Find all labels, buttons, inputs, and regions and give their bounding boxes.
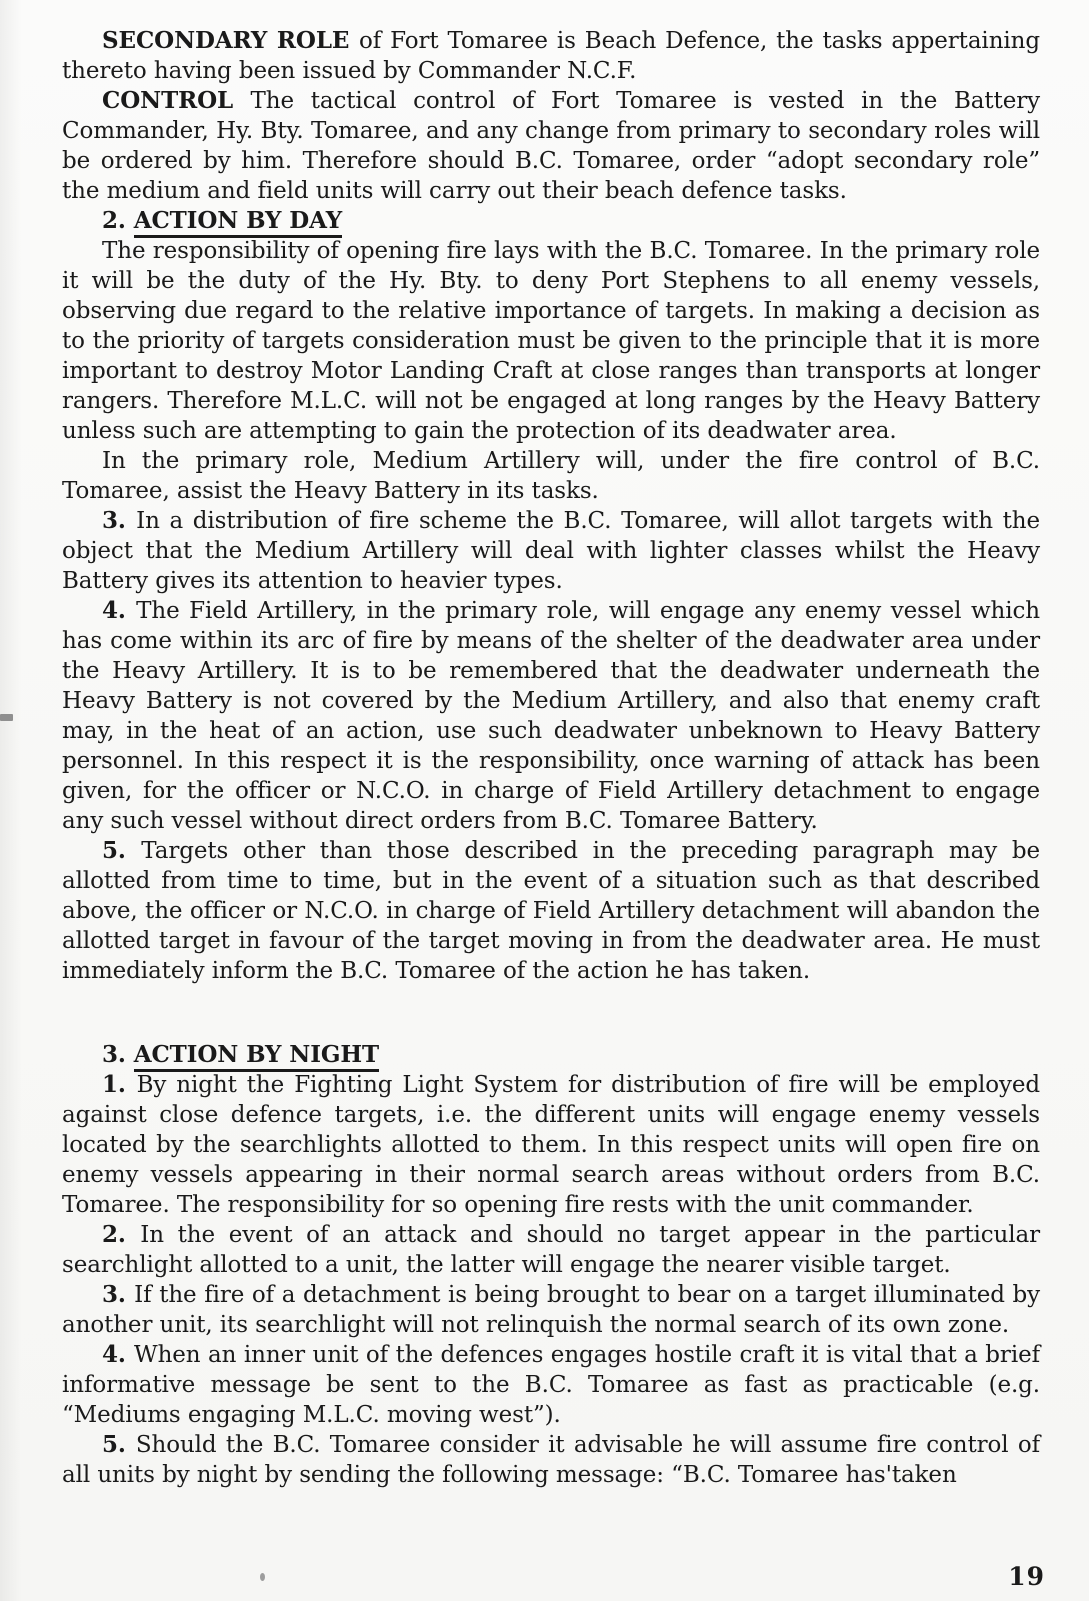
page-number: 19 (1008, 1562, 1045, 1591)
scan-artifact-dash (0, 714, 13, 721)
text-column (62, 26, 1040, 1490)
paragraph: The responsibility of opening fire lays with the B.C. Tomaree. In the primary role it will be the duty of the Hy. Bty. to deny Port Stephens to all enemy vessels, observing due regard to the relative importance of targets. In making a decision as to the priority of targets consideration must be given to the principle that it is more important to destroy Motor Landing Craft at close ranges than transports at longer rangers. Therefore M.L.C. will not be engaged at long ranges by the Heavy Battery unless such are attempting to gain the protection of its deadwater area. (62, 238, 1040, 444)
paragraph-number: 5. (102, 1431, 136, 1458)
paragraph: 3. In a distribution of fire scheme the B.C. Tomaree, will allot targets with the object that the Medium Artillery will deal with lighter classes whilst the Heavy Battery gives its attention to heavier types. (62, 507, 1041, 594)
paragraph-number: 1. (102, 1071, 137, 1098)
paragraph: 1. By night the Fighting Light System for distribution of fire will be employed against close defence targets, i.e. the different units will engage enemy vessels located by the searchlights allotted to them. In this respect units will open fire on enemy vessels appearing in their normal search areas without orders from B.C. Tomaree. The responsibility for so opening fire rests with the unit commander. (62, 1071, 1041, 1218)
heading-title: ACTION BY DAY (134, 207, 342, 238)
scan-artifact-speck (260, 1573, 265, 1581)
paragraph: 5. Targets other than those described in the preceding paragraph may be allotted from time to time, but in the event of a situation such as that described above, the officer or N.C.O. in charge of Field Artillery detachment will abandon the allotted target in favour of the target moving in from the deadwater area. He must immediately inform the B.C. Tomaree of the action he has taken. (62, 837, 1040, 984)
paragraph-number: 4. (102, 1341, 135, 1368)
paragraph: 2. In the event of an attack and should no target appear in the particular searchlight allotted to a unit, the latter will engage the nearer visible target. (62, 1221, 1040, 1278)
paragraph-lead: CONTROL (102, 87, 251, 114)
heading-title: ACTION BY NIGHT (134, 1041, 379, 1072)
heading-number: 3. (102, 1041, 134, 1068)
paragraph-number: 3. (102, 1281, 135, 1308)
paragraph-number: 2. (102, 1221, 141, 1248)
paragraph-number: 5. (102, 837, 142, 864)
section-heading (62, 206, 1040, 236)
paragraph: 4. When an inner unit of the defences engages hostile craft it is vital that a brief informative message be sent to the B.C. Tomaree as fast as practicable (e.g. “Mediums engaging M.L.C. moving west”). (62, 1341, 1040, 1428)
paragraph: 4. The Field Artillery, in the primary role, will engage any enemy vessel which has come within its arc of fire by means of the shelter of the deadwater area under the Heavy Artillery. It is to be remembered that the deadwater underneath the Heavy Battery is not covered by the Medium Artillery, and also that enemy craft may, in the heat of an action, use such deadwater unbeknown to Heavy Battery personnel. In this respect it is the responsibility, once warning of attack has been given, for the officer or N.C.O. in charge of Field Artillery detachment to engage any such vessel without direct orders from B.C. Tomaree Battery. (62, 597, 1040, 834)
scan-edge-shading (0, 0, 22, 1601)
paragraph-lead: SECONDARY ROLE (102, 27, 359, 54)
heading-number: 2. (102, 207, 134, 234)
paragraph-number: 4. (102, 597, 137, 624)
paragraph: CONTROL The tactical control of Fort Tomaree is vested in the Battery Commander, Hy. Bty. Tomaree, and any change from primary to secondary roles will be ordered by him. Therefore should B.C. Tomaree, order “adopt secondary role” the medium and field units will carry out their beach defence tasks. (62, 87, 1040, 204)
paragraph: 3. If the fire of a detachment is being brought to bear on a target illuminated by another unit, its searchlight will not relinquish the normal search of its own zone. (62, 1281, 1041, 1338)
paragraph: In the primary role, Medium Artillery will, under the fire control of B.C. Tomaree, assist the Heavy Battery in its tasks. (62, 448, 1040, 504)
paragraph-number: 3. (102, 507, 137, 534)
section-heading (62, 1040, 1040, 1070)
paragraph: SECONDARY ROLE of Fort Tomaree is Beach Defence, the tasks appertaining thereto having been issued by Commander N.C.F. (62, 27, 1040, 84)
paragraph: 5. Should the B.C. Tomaree consider it advisable he will assume fire control of all units by night by sending the following message: “B.C. Tomaree has'taken (62, 1431, 1040, 1488)
